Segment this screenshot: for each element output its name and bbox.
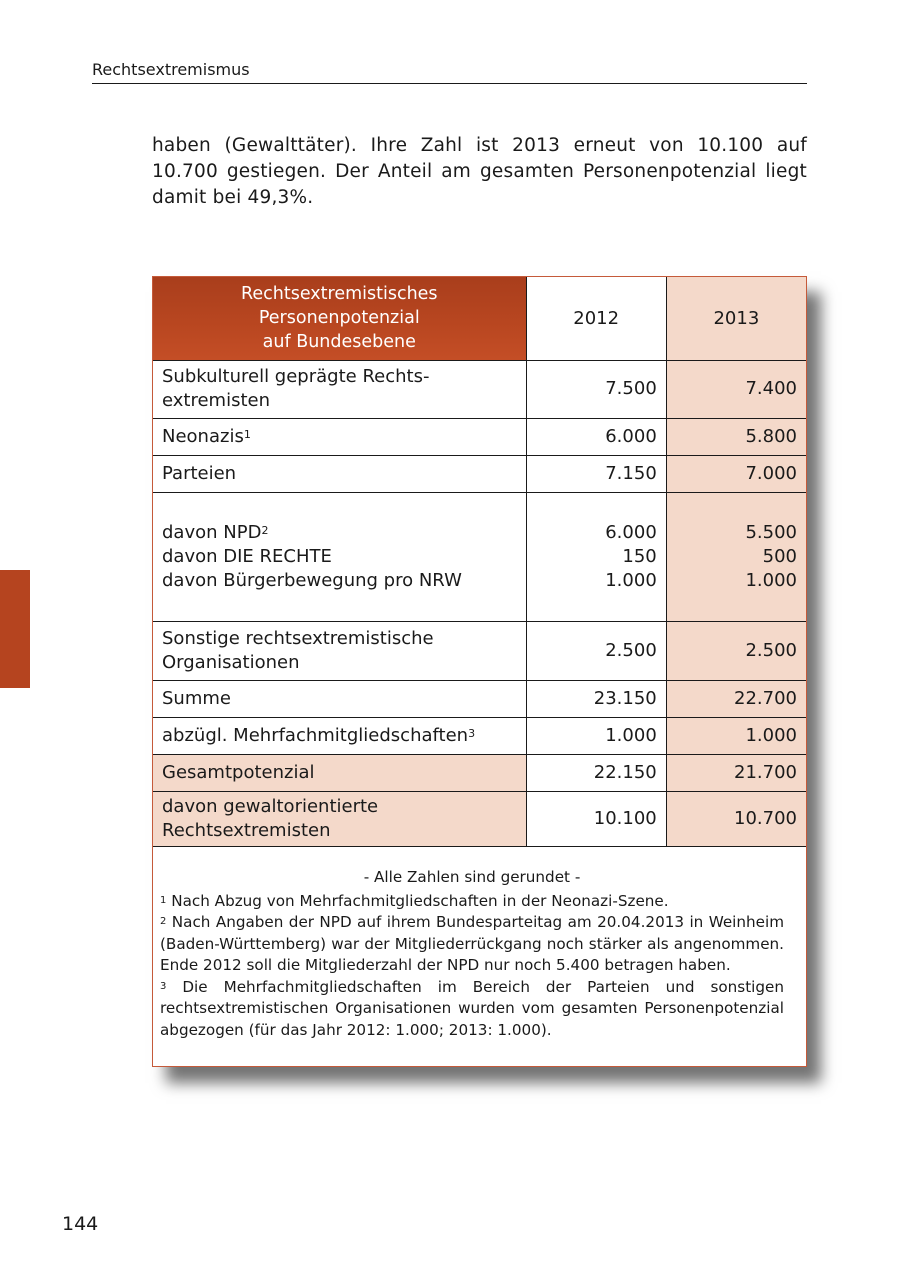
intro-paragraph: haben (Gewalttäter). Ihre Zahl ist 2013 erneut von 10.100 auf 10.700 gestiegen. Der Anteil am gesamten Personenpotenzial liegt damit bei 49,3%.	[152, 135, 807, 208]
running-head: Rechtsextremismus	[92, 60, 807, 84]
value-line: 6.000	[605, 521, 657, 543]
table-row	[153, 360, 806, 418]
table-row	[153, 717, 806, 754]
value-2012: 7.500	[526, 360, 666, 418]
value-2013: 1.000	[666, 717, 806, 754]
value-2012: 2.500	[526, 621, 666, 680]
footnote-text: Die Mehrfachmitgliedschaften im Bereich der Parteien und sonstigen rechtsextremistischen Organisationen wurden vom gesamten Personenpotenzial abgezogen (für das Jahr 2012: 1.000; 2013: 1.000).	[160, 977, 785, 1039]
footnote	[160, 891, 784, 913]
value-2013: 21.700	[666, 754, 806, 791]
footnote-marker: 2	[160, 916, 167, 927]
header-label-cell	[153, 277, 526, 360]
row-label-line: Organisationen	[162, 651, 300, 673]
table-row	[153, 791, 806, 846]
row-label: Summe	[153, 680, 526, 717]
statistics-table-box	[152, 276, 807, 1067]
row-label	[153, 791, 526, 846]
footnote	[160, 977, 784, 1042]
header-label-line: Personenpotenzial	[258, 308, 420, 329]
row-label-line: davon Bürgerbewegung pro NRW	[162, 569, 462, 591]
row-label	[153, 492, 526, 621]
value-2012: 22.150	[526, 754, 666, 791]
value-2013: 7.400	[666, 360, 806, 418]
value-line: 1.000	[605, 569, 657, 591]
footnote-marker: 3	[468, 726, 476, 740]
value-line: 5.500	[745, 521, 797, 543]
row-label-line: davon gewaltorientierte	[162, 795, 379, 817]
value-2012: 23.150	[526, 680, 666, 717]
value-line: 500	[762, 545, 797, 567]
value-2013: 7.000	[666, 455, 806, 492]
header-label-line: Rechtsextremistisches	[241, 284, 438, 305]
footnote-marker: 3	[160, 980, 167, 992]
table-header-row	[153, 277, 806, 360]
row-label	[153, 418, 526, 455]
row-label	[153, 621, 526, 680]
value-2013: 10.700	[666, 791, 806, 846]
row-label-text: Neonazis	[162, 425, 244, 447]
table-row	[153, 680, 806, 717]
row-label-line: Rechtsextremisten	[162, 819, 331, 841]
row-label-line: Sonstige rechtsextremistische	[162, 627, 434, 649]
header-year-2012: 2012	[526, 277, 666, 360]
chapter-tab-marker	[0, 570, 30, 688]
value-2013: 2.500	[666, 621, 806, 680]
page-number: 144	[62, 1213, 99, 1235]
row-label	[153, 717, 526, 754]
value-2012: 6.000	[526, 418, 666, 455]
row-label-line: extremisten	[162, 390, 270, 411]
value-2012: 1.000	[526, 717, 666, 754]
header-label-line: auf Bundesebene	[262, 332, 416, 353]
value-line: 150	[622, 545, 657, 567]
footnote-text: Nach Abzug von Mehrfachmitgliedschaften in der Neonazi-Szene.	[171, 891, 669, 910]
row-label-line: Subkulturell geprägte Rechts-	[162, 366, 430, 387]
header-year-2013: 2013	[666, 277, 806, 360]
value-line: 1.000	[745, 569, 797, 591]
value-2013: 5.800	[666, 418, 806, 455]
value-2012	[526, 492, 666, 621]
personenpotenzial-table	[153, 277, 806, 847]
row-label-text: abzügl. Mehrfachmitgliedschaften	[162, 724, 469, 746]
row-label: Gesamtpotenzial	[153, 754, 526, 791]
row-label-line: davon DIE RECHTE	[162, 545, 332, 567]
row-label-line	[162, 521, 517, 545]
table-row	[153, 621, 806, 680]
value-2012: 10.100	[526, 791, 666, 846]
footnote-marker: 1	[243, 427, 251, 441]
value-2013	[666, 492, 806, 621]
rounding-note: - Alle Zahlen sind gerundet -	[363, 868, 581, 886]
value-2013: 22.700	[666, 680, 806, 717]
row-label-text: davon NPD	[162, 521, 262, 543]
value-2012: 7.150	[526, 455, 666, 492]
table-row	[153, 754, 806, 791]
table-row	[153, 455, 806, 492]
footnote-marker: 1	[160, 894, 167, 906]
table-row	[153, 492, 806, 621]
footnote	[160, 912, 784, 977]
table-row	[153, 418, 806, 455]
footnote-marker: 2	[261, 523, 269, 537]
row-label: Parteien	[153, 455, 526, 492]
row-label	[153, 360, 526, 418]
footnote-text: Nach Angaben der NPD auf ihrem Bundesparteitag am 20.04.2013 in Weinheim (Baden-Württemberg) war der Mitgliederrückgang noch stärker als angenommen. Ende 2012 soll die Mitgliederzahl der NPD nur noch 5.400 betragen haben.	[160, 913, 784, 974]
table-footnotes	[160, 867, 784, 1041]
